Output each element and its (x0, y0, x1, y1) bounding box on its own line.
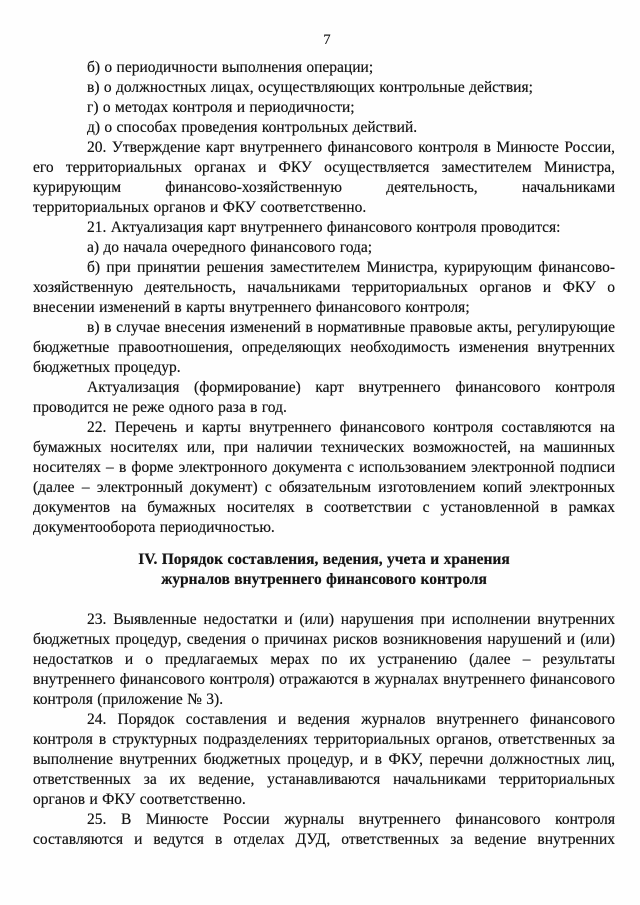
section-heading (33, 550, 615, 590)
paragraph: 25. В Минюсте России журналы внутреннего финансового контроля составляются и ведутся в отделах ДУД, ответственных за ведение внутренних (33, 811, 615, 848)
paragraph: б) о периодичности выполнения операции; (87, 59, 374, 76)
paragraph: 20. Утверждение карт внутреннего финансового контроля в Минюсте России, его территориальных органах и ФКУ осуществляется заместителем Министра, курирующим финансово-хозяйственную деятельность, начальниками территориальных органов и ФКУ соответственно. (33, 139, 615, 216)
section-heading-line1: IV. Порядок составления, ведения, учета и хранения (138, 551, 510, 568)
paragraph: 21. Актуализация карт внутреннего финансового контроля проводится: (87, 219, 561, 236)
paragraph: г) о методах контроля и периодичности; (87, 99, 355, 116)
section-heading-line2: журналов внутреннего финансового контроля (161, 571, 487, 588)
paragraph: 23. Выявленные недостатки и (или) нарушения при исполнении внутренних бюджетных процедур, сведения о причинах рисков возникновения нарушений и (или) недостатков и о предлагаемых мерах по их устранению (далее – результаты внутреннего финансового контроля) отражаются в журналах внутреннего финансового контроля (приложение № 3). (33, 611, 615, 708)
body-text (33, 58, 615, 850)
paragraph: Актуализация (формирование) карт внутреннего финансового контроля проводится не реже одного раза в год. (33, 379, 615, 416)
paragraph: б) при принятии решения заместителем Министра, курирующим финансово-хозяйственную деятельность, начальниками территориальных органов и ФКУ о внесении изменений в карты внутреннего финансового контроля; (33, 259, 615, 316)
paragraph: в) в случае внесения изменений в нормативные правовые акты, регулирующие бюджетные правоотношения, определяющих необходимость изменения внутренних бюджетных процедур. (33, 319, 615, 376)
paragraph: в) о должностных лицах, осуществляющих контрольные действия; (87, 79, 533, 96)
page-number: 7 (323, 32, 331, 48)
paragraph: д) о способах проведения контрольных действий. (87, 119, 418, 136)
paragraph: 24. Порядок составления и ведения журналов внутреннего финансового контроля в структурных подразделениях территориальных органов, ответственных за выполнение внутренних бюджетных процедур, и в ФКУ, перечни должностных лиц, ответственных за их ведение, устанавливаются начальниками территориальных органов и ФКУ соответственно. (33, 711, 615, 808)
paragraph: 22. Перечень и карты внутреннего финансового контроля составляются на бумажных носителях или, при наличии технических возможностей, на машинных носителях – в форме электронного документа с использованием электронной подписи (далее – электронный документ) с обязательным изготовлением копий электронных документов на бумажных носителях в соответствии с установленной в рамках документооборота периодичностью. (33, 419, 615, 536)
paragraph: а) до начала очередного финансового года; (87, 239, 373, 256)
